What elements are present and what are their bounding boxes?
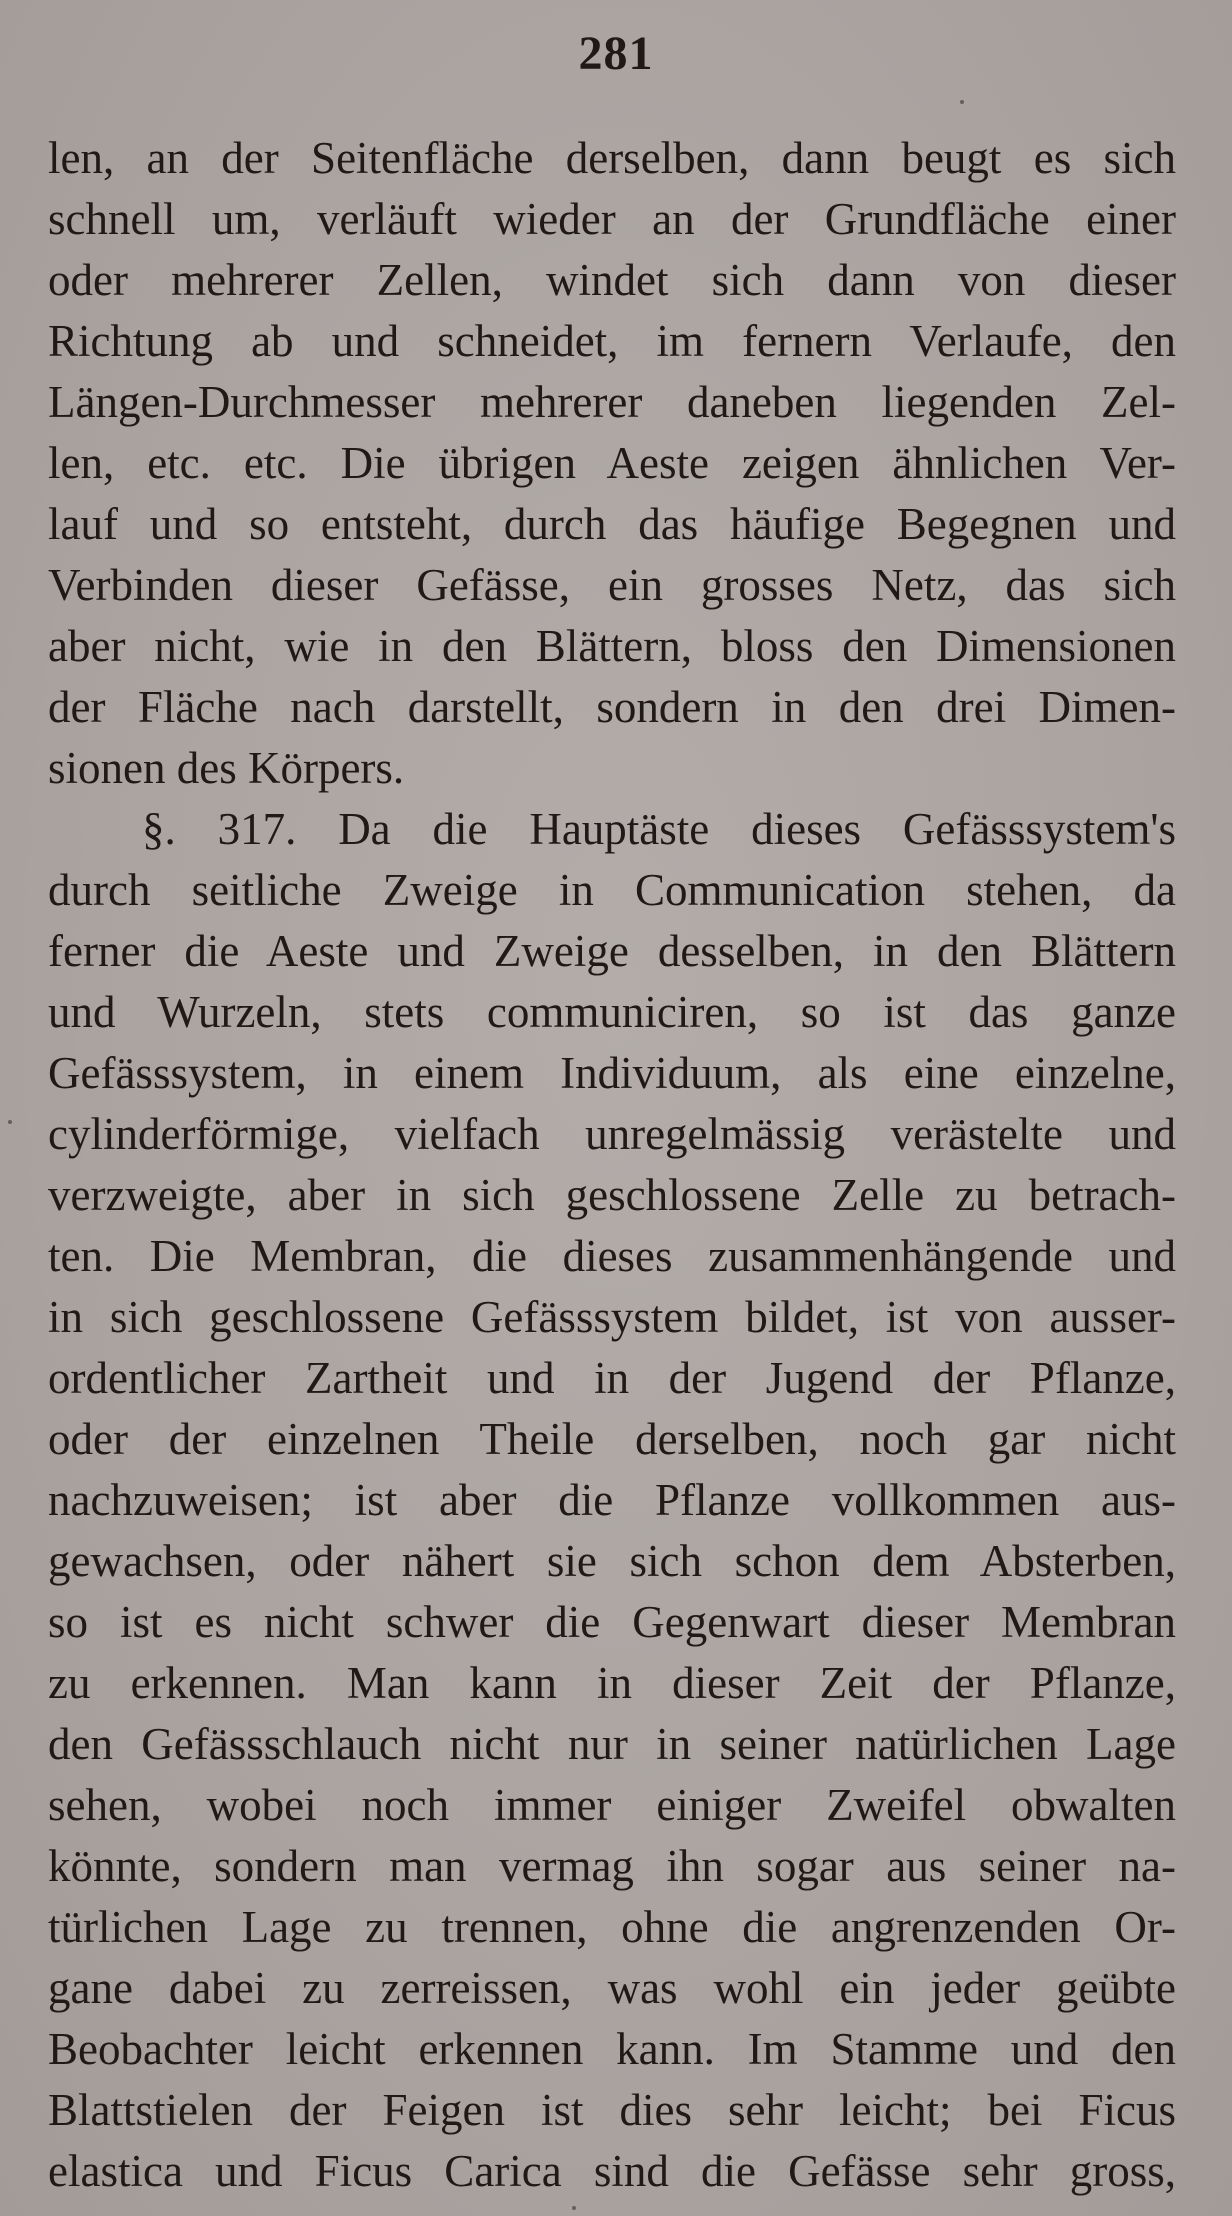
text-line: Gefässsystem, in einem Individuum, als eine einzelne, <box>48 1048 1176 1098</box>
text-line: Verbinden dieser Gefässe, ein grosses Netz, das sich <box>48 560 1176 610</box>
text-line: der Fläche nach darstellt, sondern in den drei Dimen- <box>48 682 1176 732</box>
text-line: ten. Die Membran, die dieses zusammenhängende und <box>48 1231 1176 1281</box>
paper-speck <box>960 100 964 104</box>
text-line: gewachsen, oder nähert sie sich schon dem Absterben, <box>48 1536 1176 1586</box>
text-line: len, an der Seitenfläche derselben, dann beugt es sich <box>48 133 1176 183</box>
text-line: gane dabei zu zerreissen, was wohl ein jeder geübte <box>48 1963 1176 2013</box>
text-line: türlichen Lage zu trennen, ohne die angrenzenden Or- <box>48 1902 1176 1952</box>
text-line: und Wurzeln, stets communiciren, so ist das ganze <box>48 987 1176 1037</box>
text-line: elastica und Ficus Carica sind die Gefässe sehr gross, <box>48 2146 1176 2196</box>
page-text-body <box>48 128 1176 2202</box>
text-line: lauf und so entsteht, durch das häufige Begegnen und <box>48 499 1176 549</box>
paper-speck <box>8 1120 12 1124</box>
text-line: ferner die Aeste und Zweige desselben, in den Blättern <box>48 926 1176 976</box>
section-317-start: §. 317. Da die Hauptäste dieses Gefässsystem's <box>142 804 1176 854</box>
text-line: Blattstielen der Feigen ist dies sehr leicht; bei Ficus <box>48 2085 1176 2135</box>
text-line: cylinderförmige, vielfach unregelmässig verästelte und <box>48 1109 1176 1159</box>
text-line: zu erkennen. Man kann in dieser Zeit der Pflanze, <box>48 1658 1176 1708</box>
text-line: in sich geschlossene Gefässsystem bildet, ist von ausser- <box>48 1292 1176 1342</box>
text-line: Richtung ab und schneidet, im fernern Verlaufe, den <box>48 316 1176 366</box>
text-line: oder mehrerer Zellen, windet sich dann von dieser <box>48 255 1176 305</box>
text-line: durch seitliche Zweige in Communication stehen, da <box>48 865 1176 915</box>
text-line: den Gefässschlauch nicht nur in seiner natürlichen Lage <box>48 1719 1176 1769</box>
text-line: schnell um, verläuft wieder an der Grundfläche einer <box>48 194 1176 244</box>
text-line: ordentlicher Zartheit und in der Jugend der Pflanze, <box>48 1353 1176 1403</box>
page-number: 281 <box>578 27 654 80</box>
text-line: oder der einzelnen Theile derselben, noch gar nicht <box>48 1414 1176 1464</box>
text-line: Längen-Durchmesser mehrerer daneben liegenden Zel- <box>48 377 1176 427</box>
text-line: len, etc. etc. Die übrigen Aeste zeigen ähnlichen Ver- <box>48 438 1176 488</box>
text-line: nachzuweisen; ist aber die Pflanze vollkommen aus- <box>48 1475 1176 1525</box>
text-line: verzweigte, aber in sich geschlossene Zelle zu betrach- <box>48 1170 1176 1220</box>
text-line: sehen, wobei noch immer einiger Zweifel obwalten <box>48 1780 1176 1830</box>
text-line: so ist es nicht schwer die Gegenwart dieser Membran <box>48 1597 1176 1647</box>
text-line: aber nicht, wie in den Blättern, bloss den Dimensionen <box>48 621 1176 671</box>
text-line: Beobachter leicht erkennen kann. Im Stamme und den <box>48 2024 1176 2074</box>
text-line: könnte, sondern man vermag ihn sogar aus seiner na- <box>48 1841 1176 1891</box>
paper-speck <box>572 2206 576 2210</box>
text-line: sionen des Körpers. <box>48 743 405 793</box>
